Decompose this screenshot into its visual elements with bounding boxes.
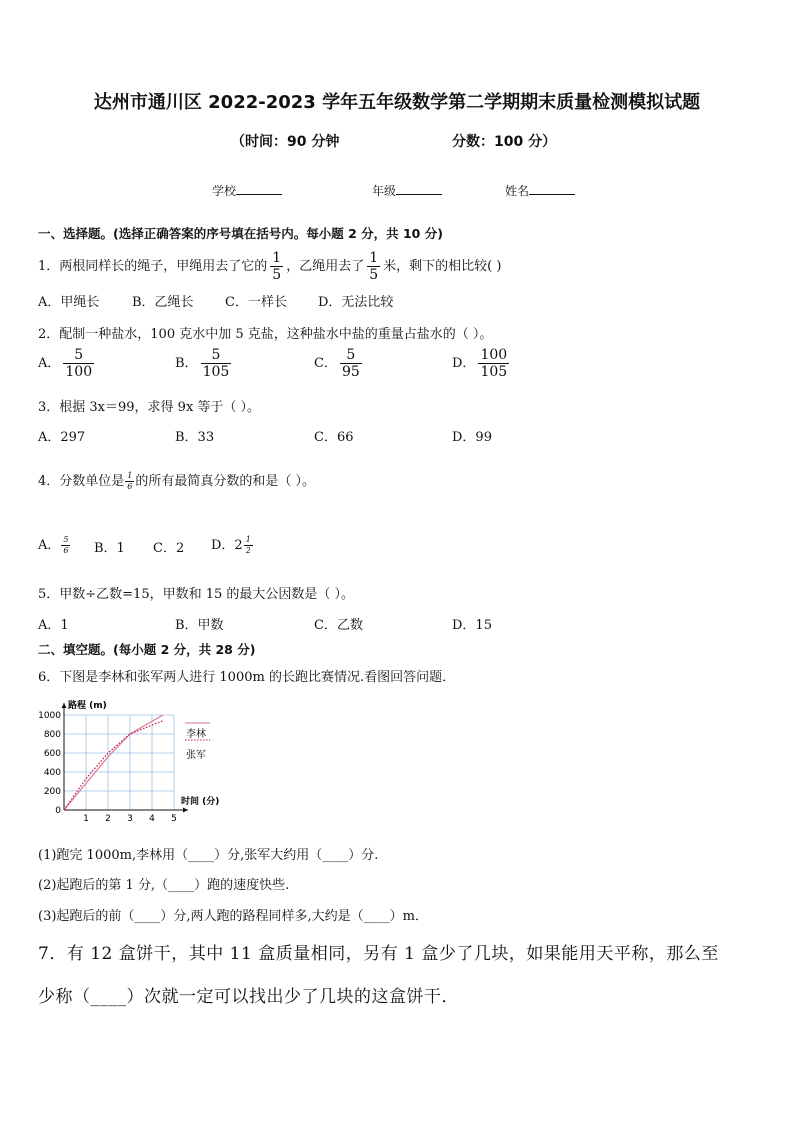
q5-option-a[interactable]: A．1 bbox=[38, 618, 69, 633]
q3-option-a[interactable]: A．297 bbox=[38, 430, 86, 445]
q5-option-b[interactable]: B．甲数 bbox=[175, 618, 224, 633]
chart-legend bbox=[185, 723, 210, 761]
q1-fraction-1: $\frac{1}{5}$ bbox=[272, 250, 282, 283]
q4-option-a[interactable]: A． $\frac{5}{6}$ bbox=[38, 535, 69, 555]
school-blank[interactable] bbox=[236, 181, 282, 195]
school-label: 学校 bbox=[212, 184, 237, 198]
q3-option-c[interactable]: C．66 bbox=[314, 430, 354, 445]
question-7-line-1: 7．有 12 盒饼干，其中 11 盒质量相同，另有 1 盒少了几块，如果能用天平称，那么至 bbox=[38, 944, 719, 964]
name-blank[interactable] bbox=[529, 181, 575, 195]
q1-text-post: 米，剩下的相比较( ) bbox=[383, 259, 502, 274]
q3-option-d[interactable]: D．99 bbox=[452, 430, 492, 445]
q1-option-c[interactable]: C．一样长 bbox=[225, 295, 287, 310]
q1-option-b[interactable]: B．乙绳长 bbox=[132, 295, 194, 310]
y-tick-label: 800 bbox=[43, 730, 61, 740]
grade-blank[interactable] bbox=[396, 181, 442, 195]
section-1-heading: 一、选择题。(选择正确答案的序号填在括号内。每小题 2 分，共 10 分) bbox=[38, 226, 443, 241]
question-7-line-2: 少称（____）次就一定可以找出少了几块的这盒饼干． bbox=[38, 987, 459, 1007]
race-chart bbox=[30, 696, 240, 828]
q1-text-mid: ，乙绳用去了 bbox=[286, 259, 365, 274]
q2-option-c[interactable]: C． $\frac{5}{95}$ bbox=[314, 347, 360, 380]
page-title: 达州市通川区 2022-2023 学年五年级数学第二学期期末质量检测模拟试题 bbox=[93, 92, 701, 113]
q4-option-c[interactable]: C．2 bbox=[153, 541, 185, 556]
q2-option-d[interactable]: D． $\frac{100}{105}$ bbox=[452, 347, 508, 380]
chart-y-label: 路程 (m) bbox=[68, 701, 107, 711]
question-5: 5．甲数÷乙数=15，甲数和 15 的最大公因数是（ ）。 bbox=[38, 587, 355, 602]
question-6-part-3: (3)起跑后的前（____）分,两人跑的路程同样多,大约是（____）m． bbox=[38, 909, 429, 924]
chart-series bbox=[64, 715, 163, 810]
q5-option-c[interactable]: C．乙数 bbox=[314, 618, 363, 633]
y-tick-label: 400 bbox=[43, 768, 61, 778]
name-field bbox=[505, 181, 575, 199]
q4-option-b[interactable]: B．1 bbox=[94, 541, 125, 556]
question-2: 2．配制一种盐水，100 克水中加 5 克盐，这种盐水中盐的重量占盐水的（ ）。 bbox=[38, 327, 493, 342]
question-6-part-2: (2)起跑后的第 1 分,（____）跑的速度快些. bbox=[38, 878, 290, 893]
x-tick-label: 2 bbox=[105, 814, 111, 824]
q1-option-a[interactable]: A．甲绳长 bbox=[38, 295, 100, 310]
section-2-heading: 二、填空题。(每小题 2 分，共 28 分) bbox=[38, 642, 256, 657]
y-tick-label: 200 bbox=[43, 787, 61, 797]
x-tick-label: 1 bbox=[83, 814, 89, 824]
exam-time: （时间：90 分钟 bbox=[231, 134, 340, 150]
q2-option-a[interactable]: A． $\frac{5}{100}$ bbox=[38, 347, 93, 380]
exam-score: 分数：100 分） bbox=[452, 134, 557, 150]
chart-axes bbox=[62, 703, 189, 813]
chart-x-label: 时间 (分) bbox=[181, 797, 220, 807]
q4-unit-fraction: $\frac{1}{6}$ bbox=[127, 471, 133, 491]
name-label: 姓名 bbox=[505, 184, 530, 198]
series-line-lilin bbox=[64, 715, 163, 810]
x-tick-label: 4 bbox=[149, 814, 155, 824]
q4-option-d[interactable]: D．2 $\frac{1}{2}$ bbox=[211, 535, 251, 555]
chart-grid bbox=[64, 715, 174, 810]
y-tick-label: 600 bbox=[43, 749, 61, 759]
question-1 bbox=[38, 251, 501, 282]
q2-option-b[interactable]: B． $\frac{5}{105}$ bbox=[175, 347, 230, 380]
question-6-part-1: (1)跑完 1000m,李林用（____）分,张军大约用（____）分. bbox=[38, 848, 379, 863]
school-field bbox=[212, 181, 282, 199]
question-4: 4．分数单位是 $\frac{1}{6}$ 的所有最简真分数的和是（ ）。 bbox=[38, 471, 316, 491]
q1-option-d[interactable]: D．无法比较 bbox=[318, 295, 394, 310]
question-3: 3．根据 3x＝99，求得 9x 等于（ ）。 bbox=[38, 400, 261, 415]
grade-label: 年级 bbox=[372, 184, 397, 198]
grade-field bbox=[372, 181, 442, 199]
chart-tick-labels bbox=[38, 711, 177, 824]
legend-label-lilin: 李林 bbox=[186, 729, 206, 740]
x-axis-arrow bbox=[183, 808, 188, 813]
y-tick-label: 0 bbox=[55, 806, 61, 816]
legend-label-zhangjun: 张军 bbox=[186, 750, 206, 761]
q1-fraction-2: $\frac{1}{5}$ bbox=[369, 250, 379, 283]
q1-text-pre: 1．两根同样长的绳子，甲绳用去了它的 bbox=[38, 259, 268, 274]
q5-option-d[interactable]: D．15 bbox=[452, 618, 492, 633]
question-6: 6．下图是李林和张军两人进行 1000m 的长跑比赛情况.看图回答问题． bbox=[38, 670, 456, 685]
x-tick-label: 3 bbox=[127, 814, 133, 824]
x-tick-label: 5 bbox=[171, 814, 177, 824]
y-tick-label: 1000 bbox=[38, 711, 61, 721]
y-axis-arrow bbox=[62, 703, 67, 708]
q3-option-b[interactable]: B．33 bbox=[175, 430, 215, 445]
